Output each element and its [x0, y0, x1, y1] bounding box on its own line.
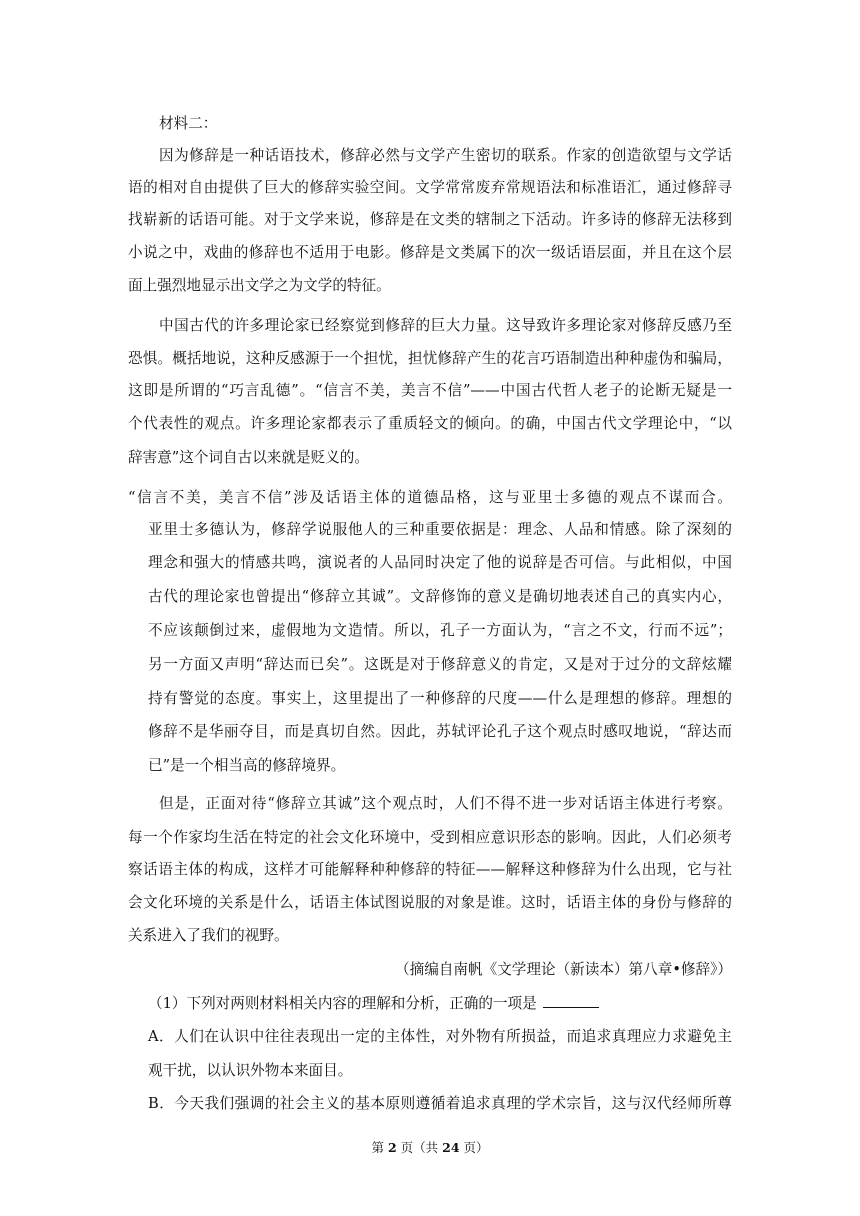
paragraph-line: 中国古代的许多理论家已经察觉到修辞的巨大力量。这导致许多理论家对修辞反感乃至: [159, 317, 732, 334]
footer-middle: 页（共: [396, 1140, 443, 1155]
paragraph-line: 语的相对自由提供了巨大的修辞实验空间。文学常常废弃常规语法和标准语汇，通过修辞寻: [128, 179, 732, 196]
answer-blank[interactable]: [543, 993, 599, 1008]
paragraph-line: 但是，正面对待“修辞立其诚”这个观点时，人们不得不进一步对话语主体进行考察。: [159, 795, 732, 812]
page-footer: [0, 1140, 860, 1156]
paragraph-line: 小说之中，戏曲的修辞也不适用于电影。修辞是文类属下的次一级话语层面，并且在这个层: [128, 244, 732, 261]
paragraph-line: 不应该颠倒过来，虚假地为文造情。所以，孔子一方面认为，“言之不文，行而不远”；: [148, 622, 732, 639]
paragraph-line: 另一方面又声明“辞达而已矣”。这既是对于修辞意义的肯定，又是对于过分的文辞炫耀: [148, 656, 732, 673]
option-line: 观干扰，以认识外物本来面目。: [148, 1062, 353, 1079]
paragraph-line: 个代表性的观点。许多理论家都表示了重质轻文的倾向。的确，中国古代文学理论中，“以: [128, 415, 732, 432]
paragraph-line: 这即是所谓的“巧言乱德”。“信言不美，美言不信”——中国古代哲人老子的论断无疑是一: [128, 382, 732, 399]
paragraph-line: 恐惧。概括地说，这种反感源于一个担忧，担忧修辞产生的花言巧语制造出种种虚伪和骗局，: [128, 350, 732, 367]
source-citation: （摘编自南帆《文学理论（新读本）第八章•修辞》）: [395, 961, 732, 978]
footer-suffix: 页）: [459, 1140, 489, 1155]
paragraph-line: 持有警觉的态度。事实上，这里提出了一种修辞的尺度——什么是理想的修辞。理想的: [148, 690, 732, 707]
page-number: 2: [387, 1140, 397, 1155]
total-pages: 24: [442, 1140, 460, 1155]
option-line: A．人们在认识中往往表现出一定的主体性，对外物有所损益，而追求真理应力求避免主: [148, 1028, 732, 1045]
paragraph-line: 找崭新的话语可能。对于文学来说，修辞是在文类的辖制之下活动。许多诗的修辞无法移到: [128, 211, 732, 228]
paragraph-line: 修辞不是华丽夺目，而是真切自然。因此，苏轼评论孔子这个观点时感叹地说，“辞达而: [148, 723, 732, 740]
option-line: B．今天我们强调的社会主义的基本原则遵循着追求真理的学术宗旨，这与汉代经师所尊: [148, 1095, 732, 1112]
paragraph-line: 亚里士多德认为，修辞学说服他人的三种重要依据是：理念、人品和情感。除了深刻的: [148, 521, 732, 538]
paragraph-line: 辞害意”这个词自古以来就是贬义的。: [128, 449, 369, 466]
paragraph-line: “信言不美，美言不信”涉及话语主体的道德品格，这与亚里士多德的观点不谋而合。: [128, 489, 732, 506]
paragraph-line: 每一个作家均生活在特定的社会文化环境中，受到相应意识形态的影响。因此，人们必须考: [128, 829, 732, 846]
paragraph-line: 已”是一个相当高的修辞境界。: [148, 757, 346, 774]
question-text: （1）下列对两则材料相关内容的理解和分析，正确的一项是: [148, 995, 537, 1012]
question-1: [148, 993, 599, 1014]
material-heading: 材料二：: [159, 115, 218, 132]
paragraph-line: 察话语主体的构成，这样才可能解释种种修辞的特征——解释这种修辞为什么出现，它与社: [128, 861, 732, 878]
paragraph-line: 因为修辞是一种话语技术，修辞必然与文学产生密切的联系。作家的创造欲望与文学话: [159, 147, 732, 164]
paragraph-line: 古代的理论家也曾提出“修辞立其诚”。文辞修饰的意义是确切地表述自己的真实内心，: [148, 588, 732, 605]
paragraph-line: 关系进入了我们的视野。: [128, 927, 289, 944]
footer-prefix: 第: [371, 1140, 388, 1155]
paragraph-line: 面上强烈地显示出文学之为文学的特征。: [128, 277, 391, 294]
paragraph-line: 会文化环境的关系是什么，话语主体试图说服的对象是谁。这时，话语主体的身份与修辞的: [128, 894, 732, 911]
paragraph-line: 理念和强大的情感共鸣，演说者的人品同时决定了他的说辞是否可信。与此相似，中国: [148, 554, 732, 571]
